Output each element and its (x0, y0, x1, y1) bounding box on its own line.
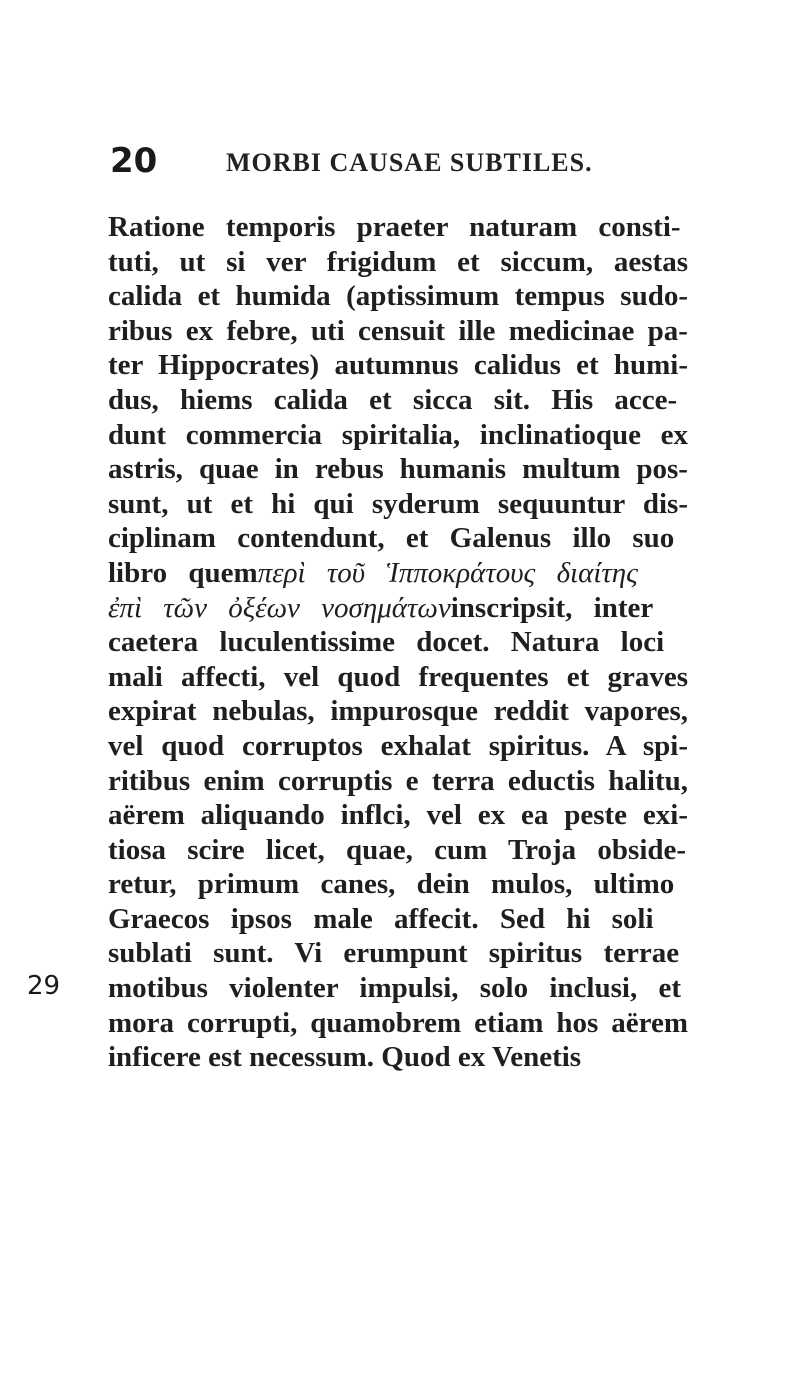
text-line (108, 764, 688, 799)
text-line-content: vel quod corruptos exhalat spiritus. A spi- (108, 729, 688, 762)
text-line-content: sunt, ut et hi qui syderum sequuntur dis- (108, 487, 688, 520)
text-line (108, 625, 688, 660)
text-line (108, 1006, 688, 1041)
greek-title-part-1: περὶ τοῦ Ἱπποκράτους διαίτης (257, 556, 638, 589)
text-line-content: Graecos ipsos male affecit. Sed hi soli (108, 902, 654, 935)
text-line-content: dus, hiems calida et sicca sit. His acce- (108, 383, 678, 416)
latin-prefix: libro quem (108, 556, 258, 589)
text-line (108, 729, 688, 764)
text-line-greek-a (108, 556, 688, 591)
text-line-content: ritibus enim corruptis e terra eductis halitu, (108, 764, 688, 797)
text-line-greek-b (108, 591, 688, 626)
margin-line-number: 29 (27, 971, 61, 1001)
text-line-content: sublati sunt. Vi erumpunt spiritus terrae (108, 937, 680, 970)
text-line-content: astris, quae in rebus humanis multum pos- (108, 453, 688, 486)
text-line-content: dunt commercia spiritalia, inclinatioque ex (108, 418, 688, 451)
body-text (108, 210, 688, 1075)
text-line (108, 279, 688, 314)
text-line-content: ter Hippocrates) autumnus calidus et humi- (108, 349, 689, 382)
text-line (108, 452, 688, 487)
text-line-content: ribus ex febre, uti censuit ille medicinae pa- (108, 314, 688, 347)
text-line-content: ciplinam contendunt, et Galenus illo suo (108, 522, 675, 555)
text-line (108, 694, 688, 729)
text-line (108, 314, 688, 349)
text-line-content: caetera luculentissime docet. Natura loci (108, 626, 665, 659)
text-line (108, 936, 688, 971)
text-line (108, 833, 688, 868)
text-line (108, 383, 688, 418)
text-line-content: Ratione temporis praeter naturam consti- (108, 211, 681, 243)
text-line (108, 348, 688, 383)
running-head (0, 142, 800, 182)
running-title: MORBI CAUSAE SUBTILES. (226, 148, 593, 177)
text-line (108, 867, 688, 902)
text-line-content: tuti, ut si ver frigidum et siccum, aestas (108, 245, 689, 278)
text-line-content: aërem aliquando inflci, vel ex ea peste exi- (108, 799, 688, 832)
text-line (108, 487, 688, 522)
text-line (108, 902, 688, 937)
text-line (108, 971, 688, 1006)
text-line (108, 1040, 688, 1075)
text-line-content: mali affecti, vel quod frequentes et graves (108, 660, 688, 693)
text-line-content: mora corrupti, quamobrem etiam hos aërem (108, 1006, 688, 1039)
text-line (108, 798, 688, 833)
text-line (108, 418, 688, 453)
text-line (108, 245, 688, 280)
text-line-content: calida et humida (aptissimum tempus sudo- (108, 280, 688, 313)
page-number: 20 (110, 141, 158, 181)
text-line-content: expirat nebulas, impurosque reddit vapores, (108, 695, 689, 728)
text-line-content: retur, primum canes, dein mulos, ultimo (108, 868, 675, 901)
latin-suffix: inscripsit, inter (450, 591, 654, 624)
text-line-content: inficere est necessum. Quod ex Venetis (108, 1041, 582, 1074)
text-line-content: motibus violenter impulsi, solo inclusi, et (108, 972, 681, 1005)
text-line (108, 210, 688, 245)
text-line (108, 660, 688, 695)
text-line-content: tiosa scire licet, quae, cum Troja obside- (108, 833, 687, 866)
text-line (108, 521, 688, 556)
greek-title-part-2: ἐπὶ τῶν ὀξέων νοσημάτων (108, 591, 451, 624)
